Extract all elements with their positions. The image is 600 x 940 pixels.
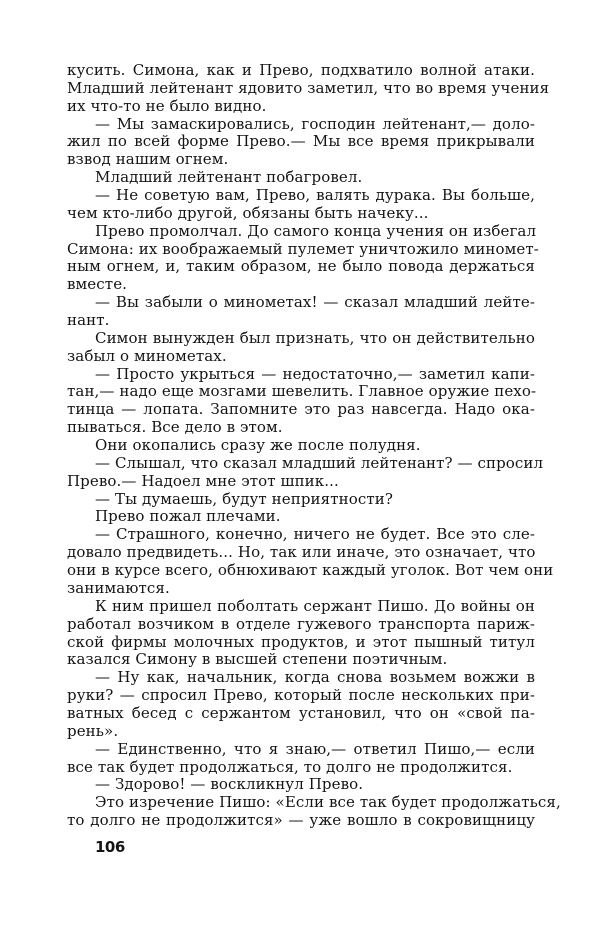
text-line: — Ну как, начальник, когда снова возьмем вожжи в — [95, 668, 535, 687]
text-line: руки? — спросил Прево, который после нескольких при- — [67, 686, 535, 705]
text-line: работал возчиком в отделе гужевого транспорта париж- — [67, 614, 535, 633]
body-text — [67, 61, 561, 830]
text-line: — Вы забыли о минометах! — сказал младший лейте- — [95, 293, 535, 312]
text-line: рень». — [67, 721, 119, 740]
text-line: пываться. Все дело в этом. — [67, 418, 283, 437]
text-line: Прево промолчал. До самого конца учения он избегал — [95, 221, 537, 240]
text-line: — Слышал, что сказал младший лейтенант? — спросил — [95, 453, 544, 472]
text-line: — Здорово! — воскликнул Прево. — [95, 775, 364, 794]
text-line: — Не советую вам, Прево, валять дурака. Вы больше, — [95, 186, 535, 205]
text-line: Симона: их воображаемый пулемет уничтожило миномет- — [67, 239, 539, 258]
text-line: Симон вынужден был признать, что он действительно — [95, 328, 535, 347]
text-line: Они окопались сразу же после полудня. — [95, 436, 421, 455]
text-line: — Просто укрыться — недостаточно,— заметил капи- — [95, 364, 535, 383]
text-line: ватных бесед с сержантом установил, что он «свой па- — [67, 703, 535, 722]
text-line: тинца — лопата. Запомните это раз навсегда. Надо ока- — [67, 400, 535, 419]
text-line: К ним пришел поболтать сержант Пишо. До войны он — [95, 596, 535, 615]
text-line: Младший лейтенант ядовито заметил, что во время учения — [67, 78, 550, 97]
text-line: ской фирмы молочных продуктов, и этот пышный титул — [67, 632, 535, 651]
text-line: Это изречение Пишо: «Если все так будет продолжаться, — [95, 793, 561, 812]
text-line: вместе. — [67, 275, 128, 294]
text-line: забыл о минометах. — [67, 346, 227, 365]
text-line: довало предвидеть... Но, так или иначе, это означает, что — [67, 543, 536, 562]
text-line: ным огнем, и, таким образом, не было повода держаться — [67, 257, 535, 276]
text-line: — Единственно, что я знаю,— ответил Пишо,— если — [95, 739, 535, 758]
text-line: взвод нашим огнем. — [67, 150, 229, 169]
text-line: Прево.— Надоел мне этот шпик... — [67, 471, 339, 490]
text-line: жил по всей форме Прево.— Мы все время прикрывали — [67, 132, 535, 151]
text-line: они в курсе всего, обнюхивают каждый уголок. Вот чем они — [67, 561, 554, 580]
text-line: их что-то не было видно. — [67, 96, 267, 115]
text-line: тан,— надо еще мозгами шевелить. Главное оружие пехо- — [67, 382, 537, 401]
text-line: — Страшного, конечно, ничего не будет. Все это сле- — [95, 525, 535, 544]
text-line: нант. — [67, 311, 110, 330]
text-line: все так будет продолжаться, то долго не продолжится. — [67, 757, 513, 776]
page-number: 106 — [95, 838, 125, 856]
text-line: то долго не продолжится» — уже вошло в сокровищницу — [67, 811, 535, 830]
text-line: казался Симону в высшей степени поэтичным. — [67, 650, 448, 669]
text-line: — Мы замаскировались, господин лейтенант,— доло- — [95, 114, 535, 133]
text-line: кусить. Симона, как и Прево, подхватило волной атаки. — [67, 61, 535, 79]
text-line: чем кто-либо другой, обязаны быть начеку... — [67, 203, 429, 222]
text-line: Прево пожал плечами. — [95, 507, 281, 526]
text-line: — Ты думаешь, будут неприятности? — [95, 489, 393, 508]
text-line: занимаются. — [67, 578, 170, 597]
text-line: Младший лейтенант побагровел. — [95, 168, 363, 187]
